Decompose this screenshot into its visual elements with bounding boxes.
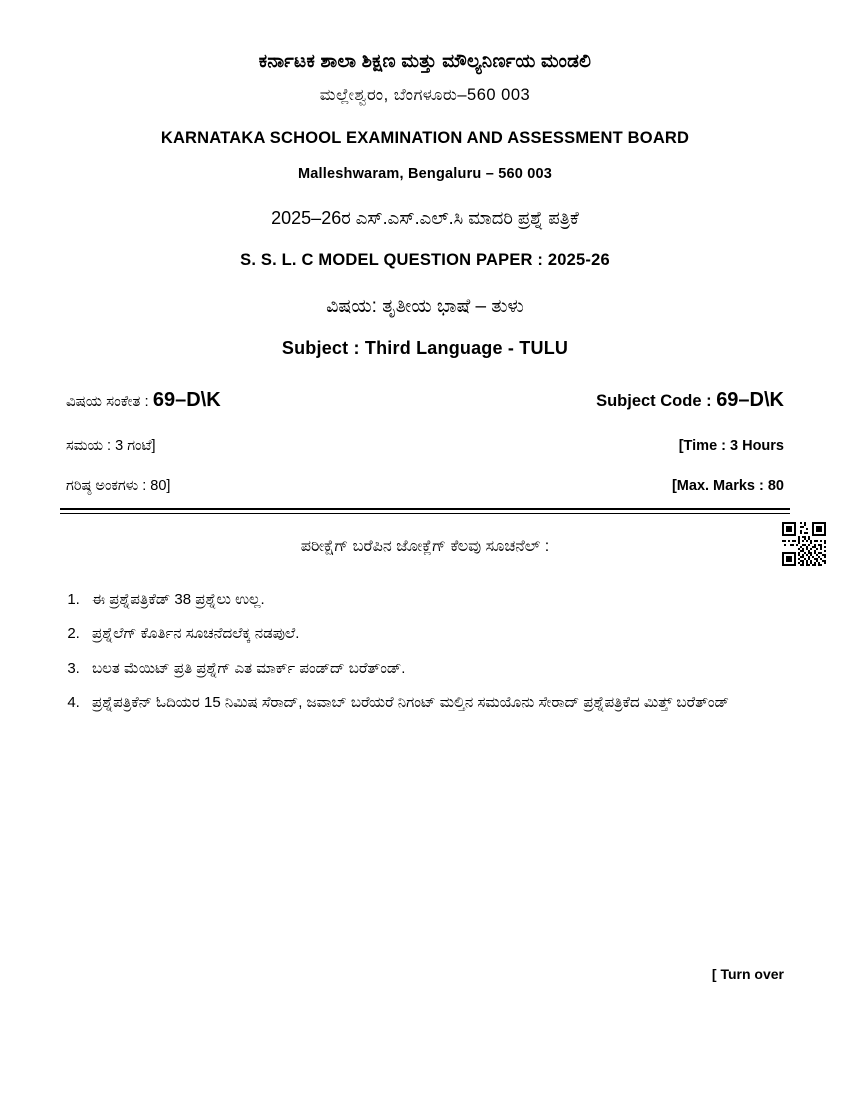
marks-row xyxy=(60,478,790,494)
subject-code-label-kannada: ವಿಷಯ ಸಂಕೇತ : xyxy=(66,393,149,410)
subject-code-value-english: 69–D\K xyxy=(716,389,784,411)
list-item: 1. ಈ ಪ್ರಶ್ನೆಪತ್ರಿಕೆಡ್ 38 ಪ್ರಶ್ನೆಲು ಉಲ್ಲ. xyxy=(84,584,790,616)
subject-code-value-kannada: 69–D\K xyxy=(152,389,221,411)
subject-kannada: ವಿಷಯ: ತೃತೀಯ ಭಾಷೆ – ತುಳು xyxy=(326,296,524,317)
subject-code-kannada xyxy=(66,389,221,412)
time-english: [Time : 3 Hours xyxy=(678,438,784,454)
subject-code-label-english: Subject Code : xyxy=(596,392,712,410)
subject-code-row xyxy=(60,389,790,412)
paper-title-kannada: 2025–26ರ ಎಸ್.ಎಸ್.ಎಲ್.ಸಿ ಮಾದರಿ ಪ್ರಶ್ನೆ ಪತ್ರಿಕೆ xyxy=(271,208,579,228)
list-item: 3. ಬಲತ ಮೆಯಿಟ್ ಪ್ರತಿ ಪ್ರಶ್ನೆಗ್ ಎತ ಮಾರ್ಕ್ ಪಂಡ್‌ದ್ ಬರೆತ್‌ಂಡ್. xyxy=(84,653,790,685)
time-kannada: ಸಮಯ : 3 ಗಂಟೆ] xyxy=(66,438,156,454)
subject-english: Subject : Third Language - TULU xyxy=(281,338,569,358)
time-row xyxy=(60,438,790,454)
marks-english: [Max. Marks : 80 xyxy=(671,478,784,494)
board-name-english: KARNATAKA SCHOOL EXAMINATION AND ASSESSMENT BOARD xyxy=(160,129,690,147)
list-item: 4. ಪ್ರಶ್ನೆಪತ್ರಿಕೆನ್ ಓದಿಯರ 15 ನಿಮಿಷ ಸೆರಾದ್, ಜವಾಬ್ ಬರೆಯರೆ ನಿಗಂಟ್ ಮಲ್ತಿನ ಸಮಯೊನು ಸೇರಾದ್ ಪ್ರಶ್ನೆಪತ್ರಿಕೆದ ಮಿತ್ತ್ ಬರೆತ್‌ಂಡ್ xyxy=(84,687,790,719)
list-item: 2. ಪ್ರಶ್ನೆಲೆಗ್ ಕೊರ್ತಿನ ಸೂಚನೆದಲೆಕ್ಕ ನಡಪುಲೆ. xyxy=(84,618,790,650)
instructions-list xyxy=(60,584,790,719)
board-name-kannada: ಕರ್ನಾಟಕ ಶಾಲಾ ಶಿಕ್ಷಣ ಮತ್ತು ಮೌಲ್ಯನಿರ್ಣಯ ಮಂಡಲಿ xyxy=(258,50,592,71)
board-address-kannada: ಮಲ್ಲೇಶ್ವರಂ, ಬೆಂಗಳೂರು–560 003 xyxy=(319,86,531,104)
header-divider xyxy=(60,508,790,514)
marks-kannada: ಗರಿಷ್ಠ ಅಂಕಗಳು : 80] xyxy=(66,478,171,494)
turn-over-label: [ Turn over xyxy=(711,966,784,982)
paper-title-english: S. S. L. C MODEL QUESTION PAPER : 2025-26 xyxy=(240,251,610,269)
subject-code-english xyxy=(596,389,784,412)
qr-code-icon xyxy=(780,520,828,568)
instructions-heading: ಪರೀಕ್ಷೆಗ್ ಬರೆಪಿನ ಜೋಕ್ಲೆಗ್ ಕೆಲವು ಸೂಚನೆಲ್ : xyxy=(300,538,550,555)
board-address-english: Malleshwaram, Bengaluru – 560 003 xyxy=(297,166,553,182)
